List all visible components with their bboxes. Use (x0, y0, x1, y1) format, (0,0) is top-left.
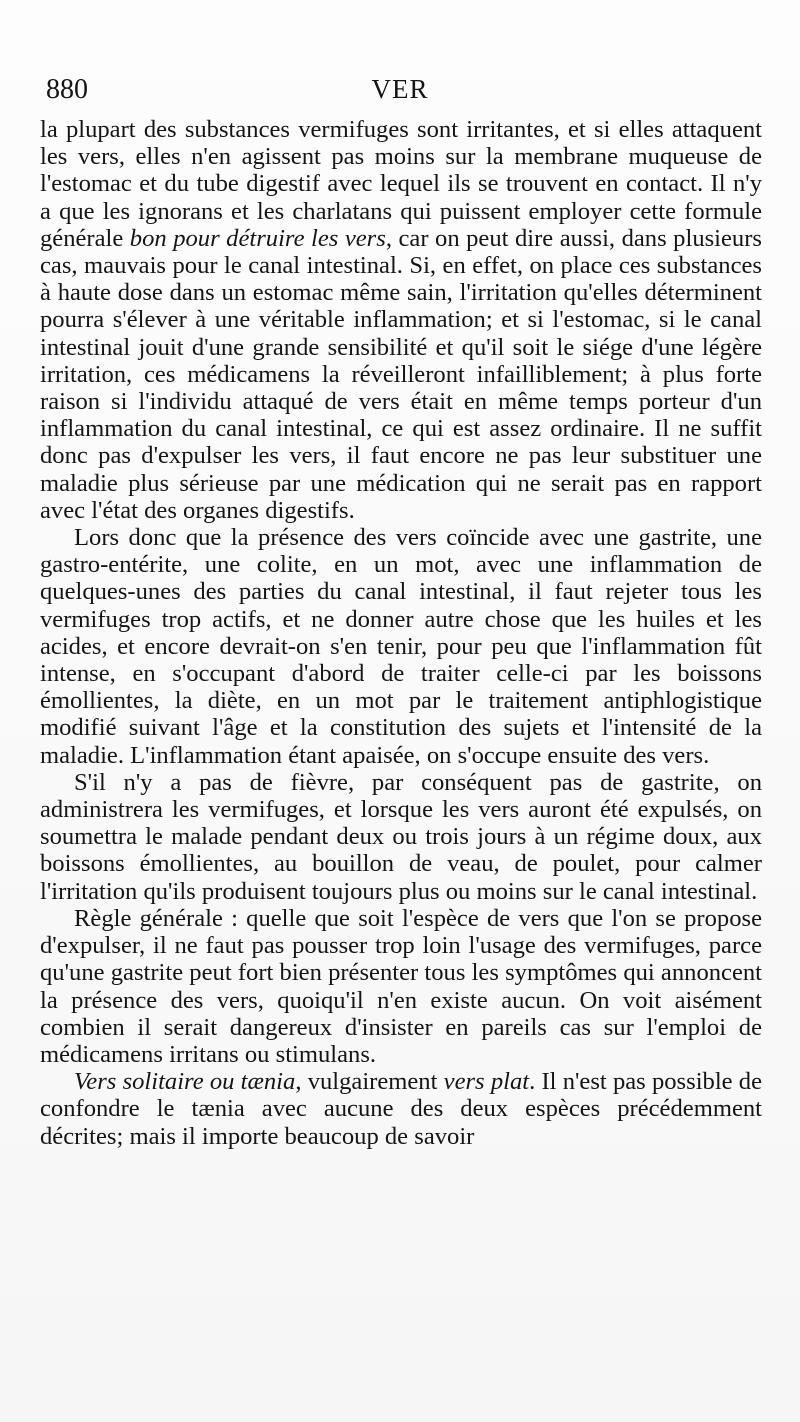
paragraph-3 (40, 769, 762, 905)
text-segment: S'il n'y a pas de fièvre, par conséquent pas de gastrite, on administrera les vermifuges, et lorsque les vers auront été expulsés, on soumettra le malade pendant deux ou trois jours à un régime doux, aux boissons émollientes, au bouillon de veau, de poulet, pour calmer l'irritation qu'ils produisent toujours plus ou moins sur le canal intestinal. (40, 768, 762, 905)
page-header (46, 74, 754, 114)
text-segment: , car on peut dire aussi, dans plusieurs cas, mauvais pour le canal intestinal. Si, en effet, on place ces substances à haute dose dans un estomac même sain, l'irritation qu'elles déterminent pourra s'élever à une véritable inflammation; et si l'estomac, si le canal intestinal jouit d'une grande sensibilité et qu'il soit le siége d'une légère irritation, ces médicamens la réveilleront infailliblement; à plus forte raison si l'individu attaqué de vers était en même temps porteur d'un inflammation du canal intestinal, ce qui est assez ordinaire. Il ne suffit donc pas d'expulser les vers, il faut encore ne pas leur substituer une maladie plus sérieuse par une médication qui ne serait pas en rapport avec l'état des organes digestifs. (40, 224, 762, 524)
text-segment: , vulgairement (295, 1068, 444, 1096)
running-head: VER (371, 74, 429, 104)
body-text (40, 116, 762, 1150)
text-segment: Règle générale : quelle que soit l'espèce de vers que l'on se propose d'expulser, il ne faut pas pousser trop loin l'usage des vermifuges, parce qu'une gastrite peut fort bien présenter tous les symptômes qui annoncent la présence des vers, quoiqu'il n'en existe aucun. On voit aisément combien il serait dangereux d'insister en pareils cas sur l'emploi de médicamens irritans ou stimulans. (40, 904, 762, 1068)
italic-phrase: vers plat (443, 1068, 530, 1096)
text-segment: Lors donc que la présence des vers coïncide avec une gastrite, une gastro-entérite, une colite, en un mot, avec une inflammation de quelques-unes des parties du canal intestinal, il faut rejeter tous les vermifuges trop actifs, et ne donner autre chose que les huiles et les acides, et encore devrait-on s'en tenir, pour peu que l'inflammation fût intense, en s'occupant d'abord de traiter celle-ci par les boissons émollientes, la diète, en un mot par le traitement antiphlogistique modifié suivant l'âge et la constitution des sujets et l'intensité de la maladie. L'inflammation étant apaisée, on s'occupe ensuite des vers. (40, 524, 762, 769)
paragraph-5 (40, 1068, 762, 1150)
paragraph-4 (40, 905, 762, 1068)
paragraph-1 (40, 116, 762, 524)
section-heading: Vers solitaire ou tænia (74, 1068, 296, 1096)
text-segment: . Il n'est pas possible de confondre le tænia avec aucune des deux espèces précédemment décrites; mais il importe beaucoup de savoir (40, 1068, 762, 1150)
text-segment: la plupart des substances vermifuges sont irritantes, et si elles attaquent les vers, elles n'en agissent pas moins sur la membrane muqueuse de l'estomac et du tube digestif avec lequel ils se trouvent en contact. Il n'y a que les ignorans et les charlatans qui puissent employer cette formule générale (40, 116, 762, 252)
paragraph-2 (40, 524, 762, 769)
page-number: 880 (46, 74, 88, 105)
italic-phrase: bon pour détruire les vers (129, 224, 386, 252)
